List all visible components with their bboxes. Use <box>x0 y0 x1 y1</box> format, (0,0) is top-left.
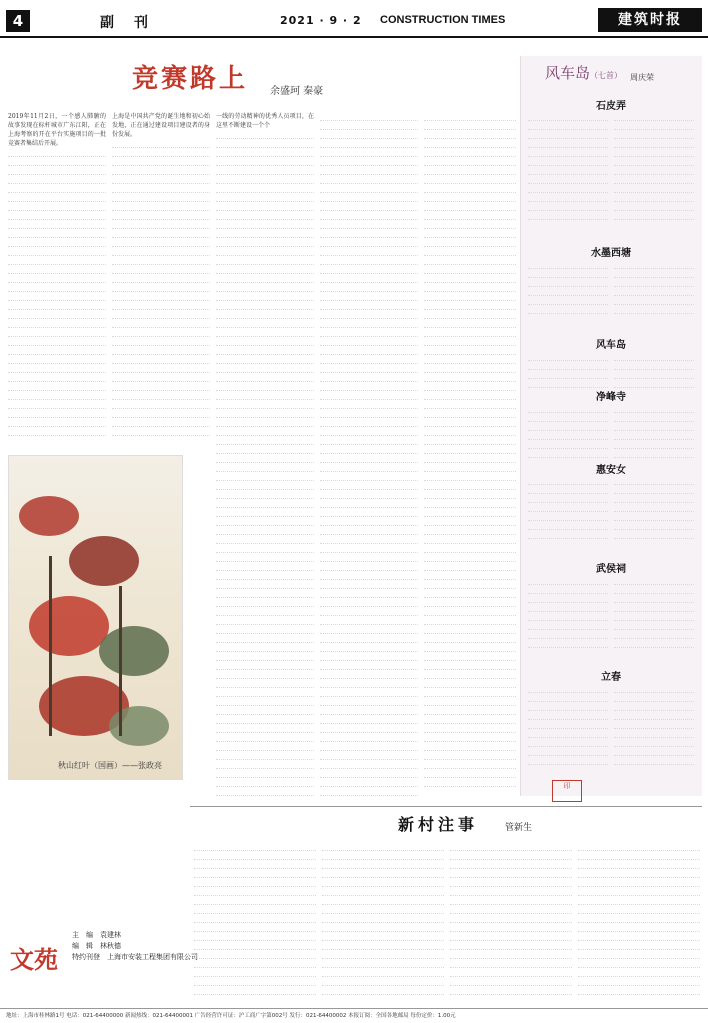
article-column-4 <box>320 112 418 802</box>
poem-title: 净峰寺 <box>596 392 626 403</box>
second-article-column-2 <box>322 842 444 1002</box>
text-filler <box>216 130 314 802</box>
poem-text <box>614 404 694 464</box>
second-article-author: 管新生 <box>505 823 533 833</box>
second-article-column-1 <box>194 842 316 1002</box>
text-filler <box>8 148 106 436</box>
second-article-title: 新村注事 <box>398 815 479 834</box>
sponsor-name: 上海市安装工程集团有限公司 <box>107 953 198 961</box>
text-filler <box>424 112 516 787</box>
paper-logo: 建筑时报 <box>598 8 702 32</box>
article-title: 竞赛路上 <box>132 64 249 94</box>
editorial-credits <box>72 930 198 963</box>
article-paragraph: 一线的劳动精神的优秀人员项目，在这里不断建设一个个 <box>216 113 314 129</box>
poem-text <box>614 112 694 227</box>
article-byline: 余盛珂 秦豪 <box>270 86 324 97</box>
poem-text <box>614 260 694 320</box>
poem-text <box>528 112 608 227</box>
poem-title: 武侯祠 <box>596 564 626 575</box>
poem-text <box>614 476 694 546</box>
second-article-column-4 <box>578 842 700 1002</box>
poem-text <box>528 476 608 546</box>
painting-caption: 秋山红叶（国画）——张政亮 <box>58 761 162 770</box>
paper-name: CONSTRUCTION TIMES <box>380 14 506 26</box>
poem-text <box>528 352 608 392</box>
section-label: 副刊 <box>100 15 168 31</box>
poem-title: 立春 <box>601 672 621 683</box>
duty-editor-name: 林秋德 <box>100 942 121 950</box>
poem-text <box>528 260 608 320</box>
article-column-1 <box>8 112 106 452</box>
page-number: 4 <box>6 10 30 32</box>
poem-text <box>614 352 694 392</box>
article-paragraph: 上海是中国共产党的诞生地和初心始发地，正在通过建设项目建设者的身份发展。 <box>112 113 210 138</box>
article-column-5 <box>424 112 516 802</box>
section-logo-wenyuan: 文苑 <box>10 946 58 974</box>
poem-text <box>614 576 694 656</box>
poem-text <box>528 684 608 774</box>
text-filler <box>112 139 210 436</box>
poem-text <box>528 576 608 656</box>
article-paragraph: 2019年11月2日，一个感人肺腑的故事发现在标杆城市广东江阳，正在上海考察的开在平台实施项目的一批竞赛者集结后开展。 <box>8 113 106 147</box>
poem-title: 惠安女 <box>596 465 626 476</box>
sponsor-label: 特约刊登 <box>72 953 100 961</box>
second-article-column-3 <box>450 842 572 1002</box>
poem-title: 风车岛 <box>596 340 626 351</box>
poem-author: 周庆荣 <box>630 73 654 82</box>
text-filler <box>320 112 418 796</box>
poem-title: 石皮弄 <box>596 101 626 112</box>
poem-text <box>614 684 694 774</box>
article-column-3 <box>216 112 314 802</box>
painting-autumn-hills <box>8 455 183 780</box>
poem-series-title: 风车岛（七首） <box>545 64 623 82</box>
duty-editor-label: 编 辑 <box>72 942 93 950</box>
poem-title: 水墨西塘 <box>591 248 631 259</box>
article-column-2 <box>112 112 210 452</box>
editor-name: 袁建林 <box>100 931 121 939</box>
page-footer: 地址：上海市桂林路1号 电话：021-64400000 新闻热线：021-64400001 广告经营许可证：沪工商广字第002号 发行：021-64400002 本报订阅：全国各地邮局 每份定价：1.00元 <box>0 1008 708 1023</box>
editor-label: 主 编 <box>72 931 93 939</box>
poem-text <box>528 404 608 464</box>
red-seal-stamp: 印 <box>552 780 582 802</box>
issue-date: 2021 · 9 · 2 <box>280 14 362 27</box>
section-divider <box>190 806 702 807</box>
